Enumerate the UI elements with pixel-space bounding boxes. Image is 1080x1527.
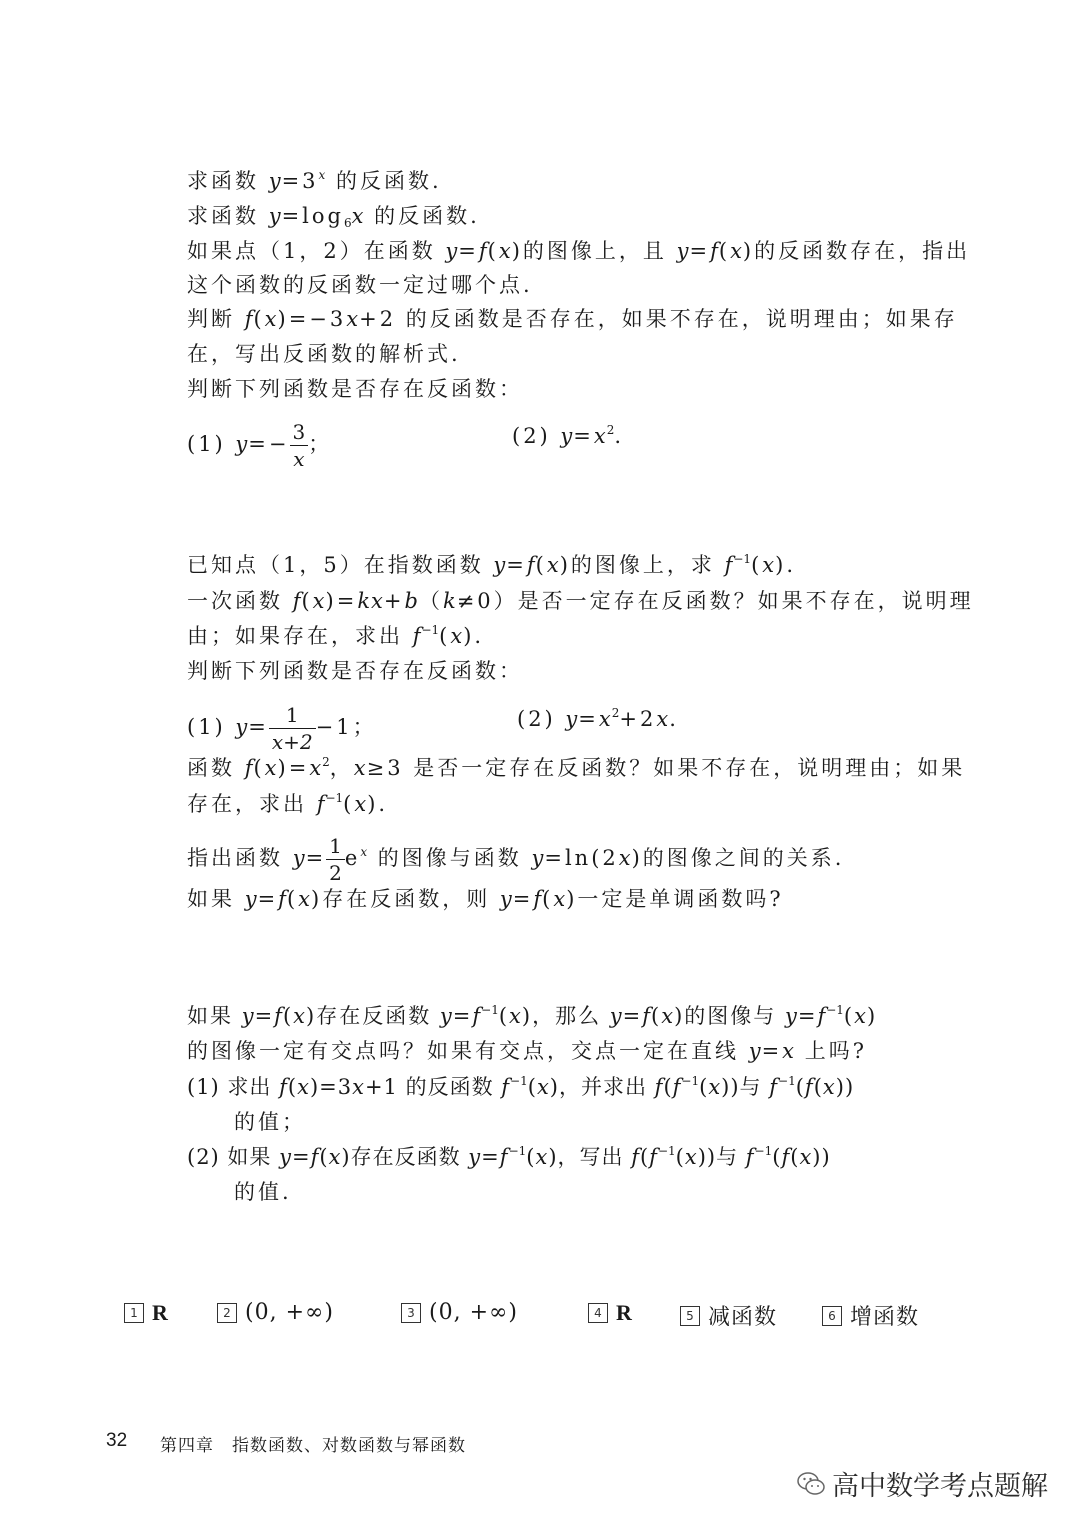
fraction: $\frac{3}{x}$ — [290, 422, 309, 469]
answer-3: 3 (0, +∞) — [401, 1300, 518, 1325]
wechat-icon — [796, 1471, 826, 1497]
exercise-line: 由；如果存在，求出 $f^{-1}(x)$. — [187, 623, 485, 648]
exercise-line: 一次函数 f(x)=kx+b（k≠0）是否一定存在反函数？如果不存在，说明理 — [187, 589, 974, 613]
watermark — [796, 1464, 1048, 1503]
fraction: $\frac{1}{x+2}$ — [269, 705, 316, 752]
exercise-item: (1) y=− $\frac{3}{x}$ ； — [187, 420, 333, 471]
exercise-line: 如果 y=f(x)存在反函数，则 y=f(x)一定是单调函数吗? — [187, 887, 784, 911]
page-number: 32 — [106, 1430, 128, 1451]
fraction: $\frac{1}{2}$ — [326, 836, 345, 883]
exercise-line: 的图像一定有交点吗？如果有交点，交点一定在直线 y=x 上吗? — [187, 1039, 867, 1063]
exercise-item: (1) y= $\frac{1}{x+2}$ −1； — [187, 703, 377, 754]
chapter-title: 第四章 指数函数、对数函数与幂函数 — [160, 1436, 466, 1456]
answer-6: 6 增函数 — [822, 1300, 919, 1331]
watermark-text: 高中数学考点题解 — [832, 1471, 1048, 1502]
exercise-line: 已知点（1，5）在指数函数 y=f(x)的图像上，求 $f^{-1}(x)$. — [187, 552, 796, 577]
exercise-line: 这个函数的反函数一定过哪个点. — [187, 273, 533, 297]
answer-2: 2 (0, +∞) — [217, 1300, 334, 1325]
exercise-line: 求函数 $y=\log_6x$ 的反函数. — [187, 204, 480, 230]
exercise-line: 指出函数 y= $\frac{1}{2}$ $e^x$ 的图像与函数 y=ln(2x)的图像之间的关系. — [187, 834, 845, 885]
exercise-line: 如果点（1，2）在函数 y=f(x)的图像上，且 y=f(x)的反函数存在，指出 — [187, 239, 971, 263]
exercise-line: 求函数 $y=3^x$ 的反函数. — [187, 168, 442, 193]
answer-5: 5 减函数 — [680, 1300, 777, 1331]
answer-4: 4 R — [588, 1300, 633, 1326]
exercise-line: 存在，求出 $f^{-1}(x)$. — [187, 791, 389, 816]
exercise-item: (2) $y=x^2$. — [512, 423, 625, 448]
exercise-line: 在，写出反函数的解析式. — [187, 342, 461, 366]
exercise-item: (1) 求出 f(x)=3x+1 的反函数 $f^{-1}(x)$，并求出 $f(f^{-1}(x))$与 $f^{-1}(f(x))$ — [187, 1074, 855, 1099]
exercise-line: 的值. — [234, 1180, 292, 1204]
exercise-line: 判断下列函数是否存在反函数： — [187, 377, 523, 401]
answer-1: 1 R — [124, 1300, 169, 1326]
exercise-line: 的值； — [234, 1110, 306, 1134]
exercise-line: 如果 y=f(x)存在反函数 $y=f^{-1}(x)$，那么 y=f(x)的图像与 $y=f^{-1}(x)$ — [187, 1003, 878, 1028]
exercise-line: 判断 f(x)=−3x+2 的反函数是否存在，如果不存在，说明理由；如果存 — [187, 307, 958, 331]
exercise-item: (2) $y=x^2+2x$. — [517, 706, 679, 731]
exercise-line: 判断下列函数是否存在反函数： — [187, 659, 523, 683]
exercise-item: (2) 如果 y=f(x)存在反函数 $y=f^{-1}(x)$，写出 $f(f^{-1}(x))$与 $f^{-1}(f(x))$ — [187, 1144, 831, 1169]
exercise-line: 函数 $f(x)=x^2$，x≥3 是否一定存在反函数？如果不存在，说明理由；如果 — [187, 755, 966, 780]
